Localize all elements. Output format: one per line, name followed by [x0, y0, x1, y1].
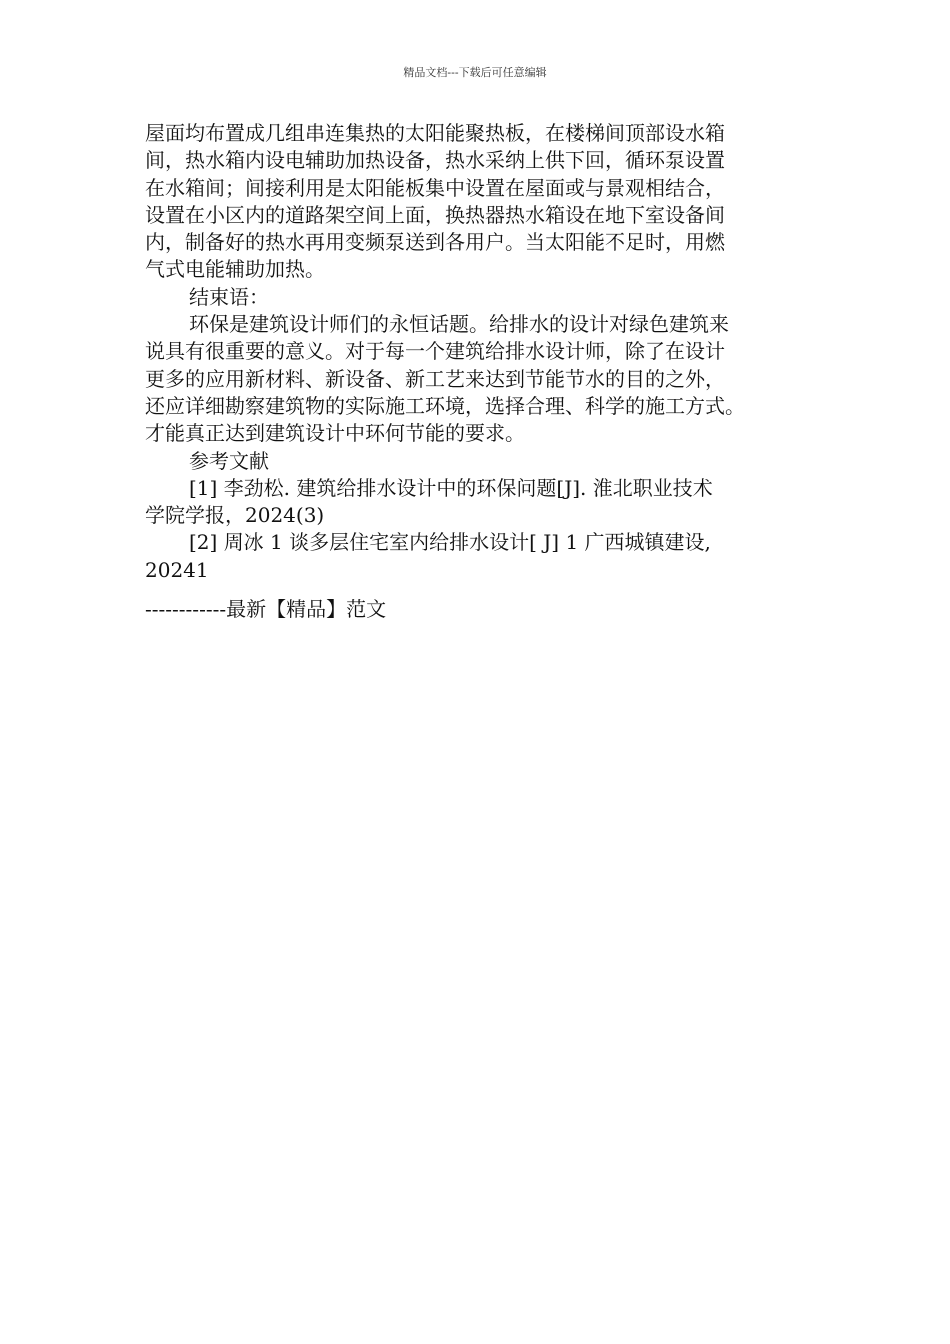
text-line: 学院学报，2024(3) — [145, 503, 325, 528]
paragraph-conclusion — [145, 311, 807, 447]
text-line: 内，制备好的热水再用变频泵送到各用户。当太阳能不足时，用燃 — [145, 230, 725, 255]
text-line: 环保是建筑设计师们的永恒话题。给排水的设计对绿色建筑来 — [189, 312, 729, 337]
text-line: 还应详细勘察建筑物的实际施工环境，选择合理、科学的施工方式。 — [145, 393, 745, 418]
document-body — [145, 120, 807, 584]
text-line: 屋面均布置成几组串连集热的太阳能聚热板，在楼梯间顶部设水箱 — [145, 121, 725, 145]
page-header: 精品文档---下载后可任意编辑 — [403, 66, 547, 79]
text-line: 说具有很重要的意义。对于每一个建筑给排水设计师，除了在设计 — [145, 339, 725, 364]
text-line: 间，热水箱内设电辅助加热设备，热水采纳上供下回，循环泵设置 — [145, 148, 725, 173]
text-line: 在水箱间；间接利用是太阳能板集中设置在屋面或与景观相结合， — [145, 175, 725, 200]
text-line: 20241 — [145, 557, 209, 582]
text-line: 气式电能辅助加热。 — [145, 257, 325, 282]
reference-item-2 — [145, 529, 807, 584]
text-line: 更多的应用新材料、新设备、新工艺来达到节能节水的目的之外， — [145, 366, 725, 391]
page-footer: ------------最新【精品】范文 — [145, 597, 387, 621]
reference-item-1 — [145, 475, 807, 530]
paragraph-solar-heating — [145, 120, 807, 284]
conclusion-heading: 结束语： — [189, 284, 269, 309]
text-line: 才能真正达到建筑设计中环何节能的要求。 — [145, 421, 525, 446]
text-line: [2] 周冰 1 谈多层住宅室内给排水设计[ J] 1 广西城镇建设, — [189, 530, 711, 555]
text-line: 设置在小区内的道路架空间上面，换热器热水箱设在地下室设备间 — [145, 202, 725, 227]
text-line: [1] 李劲松. 建筑给排水设计中的环保问题[J]. 淮北职业技术 — [189, 475, 713, 500]
references-heading: 参考文献 — [189, 448, 269, 473]
